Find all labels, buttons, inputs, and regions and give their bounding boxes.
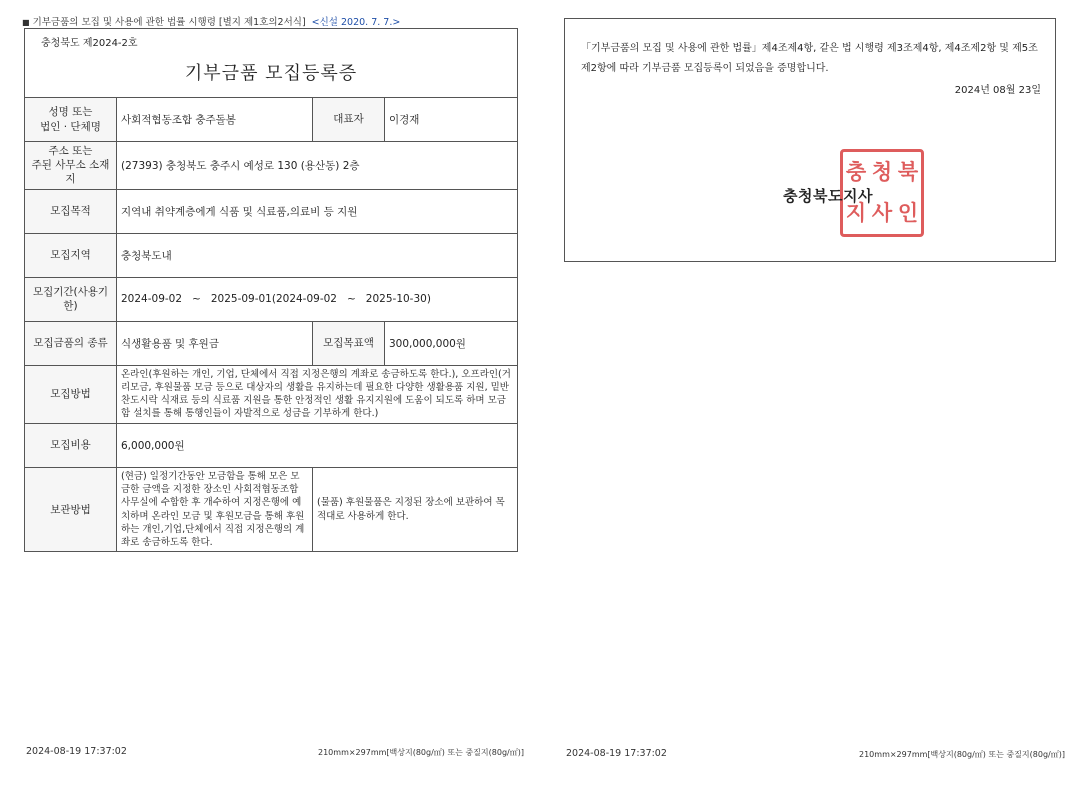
document-title: 기부금품 모집등록증 <box>184 63 358 84</box>
registration-table <box>24 28 518 552</box>
storage-label: 보관방법 <box>25 467 117 552</box>
form-header <box>22 14 400 28</box>
target-value: 300,000,000원 <box>385 321 518 365</box>
region-label: 모집지역 <box>25 233 117 277</box>
form-revision: <신설 2020. 7. 7.> <box>311 17 401 28</box>
issuer-name: 충청북도지사 <box>783 187 873 205</box>
cost-label: 모집비용 <box>25 423 117 467</box>
table-row <box>25 321 518 365</box>
certificate-date: 2024년 08월 23일 <box>954 85 1041 96</box>
purpose-label: 모집목적 <box>25 189 117 233</box>
seal-char: 인 <box>897 201 919 225</box>
name-label: 성명 또는 법인 · 단체명 <box>25 98 117 142</box>
seal-char: 사 <box>871 201 893 225</box>
certificate-box <box>564 18 1056 262</box>
table-row <box>25 233 518 277</box>
table-row <box>25 423 518 467</box>
left-paper-spec: 210mm×297mm[백상지(80g/㎡) 또는 중질지(80g/㎡)] <box>318 748 524 757</box>
address-value: (27393) 충청북도 충주시 예성로 130 (용산동) 2층 <box>117 142 518 190</box>
period-value: 2024-09-02 ~ 2025-09-01(2024-09-02 ~ 2025-10-30) <box>117 277 518 321</box>
address-label: 주소 또는 주된 사무소 소재지 <box>25 142 117 190</box>
target-label: 모집목표액 <box>313 321 385 365</box>
kind-value: 식생활용품 및 후원금 <box>117 321 313 365</box>
cost-value: 6,000,000원 <box>117 423 518 467</box>
table-row <box>25 467 518 552</box>
name-value: 사회적협동조합 충주돌봄 <box>117 98 313 142</box>
right-paper-spec: 210mm×297mm[백상지(80g/㎡) 또는 중질지(80g/㎡)] <box>859 750 1065 759</box>
registration-number: 충청북도 제2024-2호 <box>41 38 138 49</box>
seal-char: 청 <box>871 160 893 184</box>
table-row <box>25 365 518 423</box>
table-row <box>25 189 518 233</box>
rep-label: 대표자 <box>313 98 385 142</box>
rep-value: 이경재 <box>385 98 518 142</box>
method-value: 온라인(후원하는 개인, 기업, 단체에서 직접 지정은행의 계좌로 송금하도록 한다.), 오프라인(거리모금, 후원물품 모금 등으로 대상자의 생활을 유지하는데 필요한 다양한 생활용품 지원, 밑반찬도시락 식재료 등의 식료품 지원을 통한 안정적인 생활 유지지원에 도움이 되도록 하며 모금함 설치를 통해 통행인들이 자발적으로 성금을 기부하게 한다.) <box>117 365 518 423</box>
table-row <box>25 142 518 190</box>
seal-char: 북 <box>897 160 919 184</box>
storage-goods-value: (물품) 후원물품은 지정된 장소에 보관하여 목적대로 사용하게 한다. <box>313 467 518 552</box>
method-label: 모집방법 <box>25 365 117 423</box>
table-row <box>25 98 518 142</box>
seal-char: 지 <box>845 201 867 225</box>
purpose-value: 지역내 취약계층에게 식품 및 식료품,의료비 등 지원 <box>117 189 518 233</box>
left-timestamp: 2024-08-19 17:37:02 <box>26 746 127 757</box>
table-row <box>25 277 518 321</box>
storage-cash-value: (현금) 일정기간동안 모금함을 통해 모은 모금한 금액을 지정한 장소인 사회적협동조합 사무실에 수합한 후 개수하여 지정은행에 예치하며 온라인 모금 및 후원모금을 통해 후원하는 개인,기업,단체에서 직접 지정은행의 계좌로 송금하도록 한다. <box>117 467 313 552</box>
square-bullet-icon: ■ <box>22 18 30 27</box>
seal-char: 충 <box>845 160 867 184</box>
right-timestamp: 2024-08-19 17:37:02 <box>566 748 667 759</box>
registration-header-row <box>25 29 518 98</box>
region-value: 충청북도내 <box>117 233 518 277</box>
form-title: 기부금품의 모집 및 사용에 관한 법률 시행령 [별지 제1호의2서식] <box>32 17 306 28</box>
certificate-statement: 「기부금품의 모집 및 사용에 관한 법률」제4조제4항, 같은 법 시행령 제3조제4항, 제4조제2항 및 제5조제2항에 따라 기부금품 모집등록이 되었음을 증명합니다. <box>581 43 1038 74</box>
period-label: 모집기간(사용기한) <box>25 277 117 321</box>
kind-label: 모집금품의 종류 <box>25 321 117 365</box>
